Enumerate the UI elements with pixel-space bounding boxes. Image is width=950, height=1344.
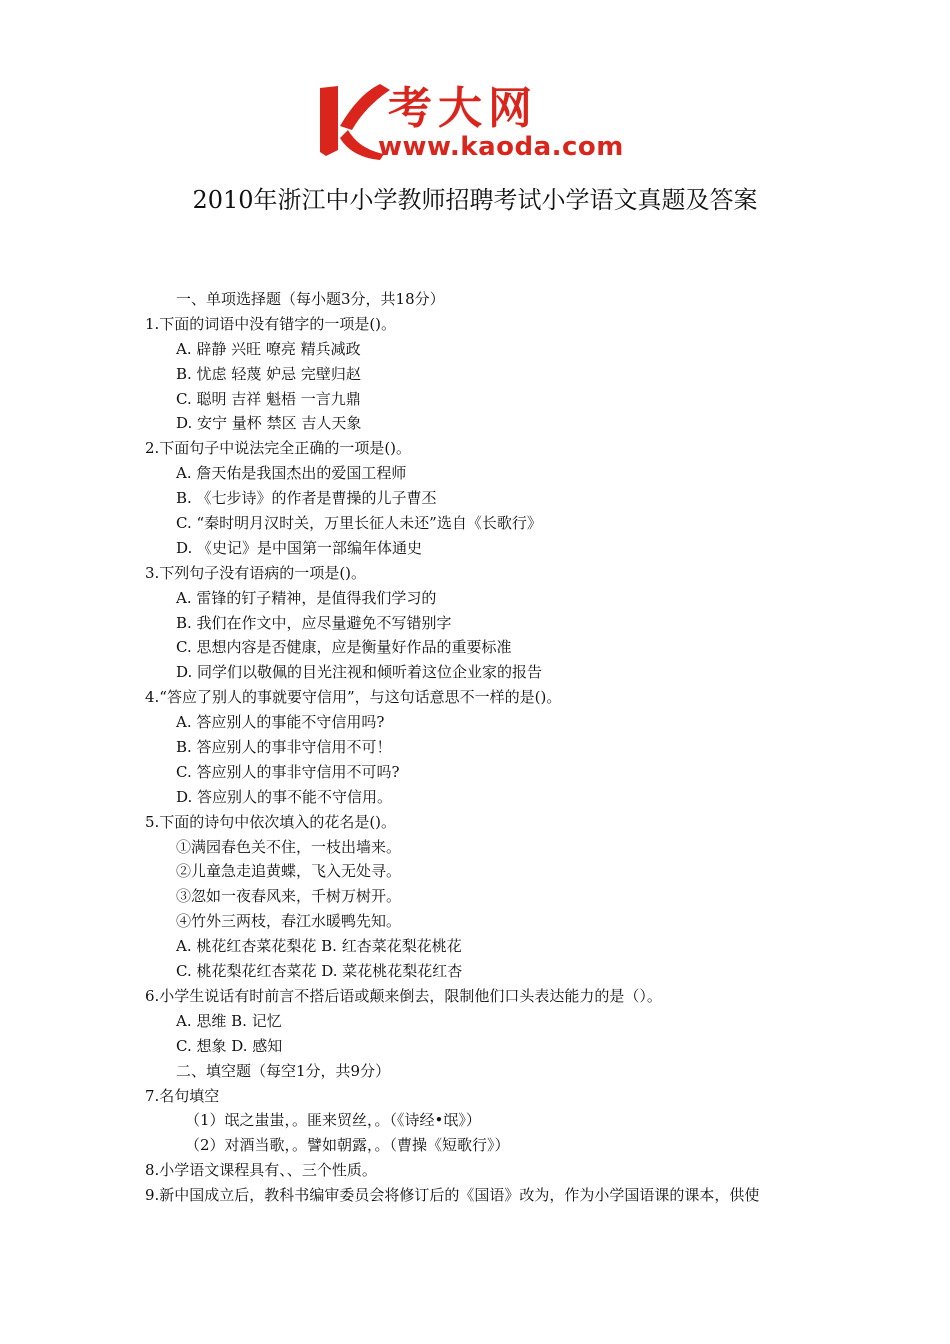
logo-url-text: www.kaoda.com (378, 132, 624, 162)
text-line: 5.下面的诗句中依次填入的花名是()。 (145, 812, 397, 831)
text-line: （2）对酒当歌，。譬如朝露，。（曹操《短歌行》） (185, 1136, 510, 1155)
document-body (145, 287, 825, 1208)
text-line: ①满园春色关不住，一枝出墙来。 (176, 837, 402, 856)
text-line: A. 思维 B. 记忆 (176, 1011, 282, 1030)
document-title: 2010年浙江中小学教师招聘考试小学语文真题及答案 (192, 186, 758, 214)
text-line: ④竹外三两枝，春江水暖鸭先知。 (176, 912, 402, 931)
text-line: C. 答应别人的事非守信用不可吗? (176, 762, 400, 781)
text-line: ②儿童急走追黄蝶，飞入无处寻。 (176, 862, 402, 881)
text-line: 9.新中国成立后，教科书编审委员会将修订后的《国语》改为，作为小学国语课的课本，供使 (145, 1186, 760, 1205)
text-line: A. 雷锋的钉子精神，是值得我们学习的 (176, 588, 437, 607)
text-line: A. 詹天佑是我国杰出的爱国工程师 (176, 464, 407, 483)
text-line: 8.小学语文课程具有、、三个性质。 (145, 1161, 377, 1180)
text-line: D. 安宁 量杯 禁区 吉人天象 (176, 414, 362, 433)
text-line: B. 我们在作文中，应尽量避免不写错别字 (176, 613, 452, 632)
text-line: 7.名句填空 (145, 1086, 220, 1105)
text-line: C. 聪明 吉祥 魁梧 一言九鼎 (176, 389, 361, 408)
text-line: 3.下列句子没有语病的一项是()。 (145, 563, 367, 582)
text-line: C. 桃花梨花红杏菜花 D. 菜花桃花梨花红杏 (176, 962, 463, 981)
text-line: C. 思想内容是否健康，应是衡量好作品的重要标准 (176, 638, 512, 657)
text-line: B. 忧虑 轻蔑 妒忌 完壁归赵 (176, 364, 361, 383)
kaoda-logo (318, 82, 648, 162)
text-line: 一、单项选择题（每小题3分，共18分） (176, 290, 445, 308)
text-line: D. 答应别人的事不能不守信用。 (176, 787, 393, 806)
text-line: C. “秦时明月汉时关，万里长征人未还”选自《长歌行》 (176, 514, 542, 533)
text-line: ③忽如一夜春风来，千树万树开。 (176, 887, 402, 906)
text-line: D. 同学们以敬佩的目光注视和倾听着这位企业家的报告 (176, 663, 543, 682)
text-line: D. 《史记》是中国第一部编年体通史 (176, 538, 423, 557)
text-line: B. 《七步诗》的作者是曹操的儿子曹丕 (176, 489, 437, 508)
text-line: 6.小学生说话有时前言不搭后语或颠来倒去，限制他们口头表达能力的是（）。 (145, 986, 662, 1005)
text-line: C. 想象 D. 感知 (176, 1036, 283, 1055)
text-line: A. 辟静 兴旺 嘹亮 精兵减政 (176, 339, 361, 358)
text-line: 二、填空题（每空1分，共9分） (176, 1061, 391, 1080)
text-line: 2.下面句子中说法完全正确的一项是()。 (145, 439, 412, 458)
text-line: A. 桃花红杏菜花梨花 B. 红杏菜花梨花桃花 (176, 937, 462, 956)
text-line: B. 答应别人的事非守信用不可！ (176, 738, 392, 757)
logo-brand-text: 考大网 (388, 83, 538, 134)
text-line: 4.“答应了别人的事就要守信用”，与这句话意思不一样的是()。 (145, 688, 562, 707)
text-line: （1）氓之蚩蚩，。匪来贸丝，。（《诗经•氓》） (185, 1111, 481, 1130)
text-line: 1.下面的词语中没有错字的一项是()。 (145, 314, 397, 333)
text-line: A. 答应别人的事能不守信用吗? (176, 713, 385, 732)
